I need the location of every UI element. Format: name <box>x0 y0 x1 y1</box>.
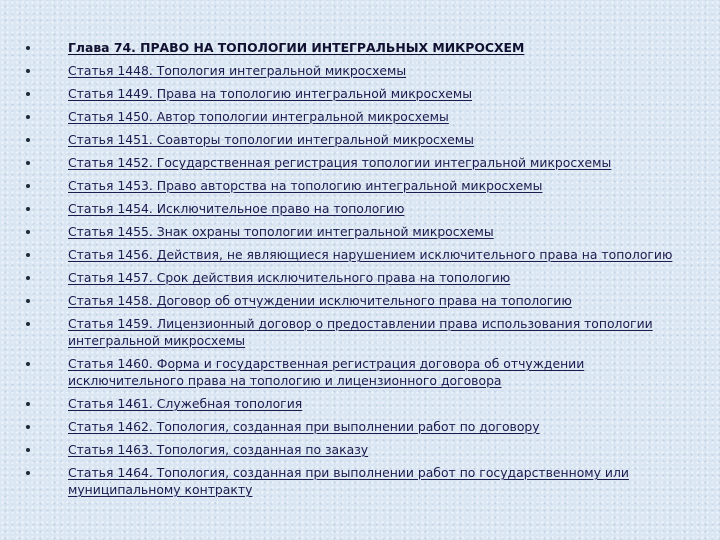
bullet-icon <box>26 299 30 303</box>
toc-item <box>26 355 686 389</box>
toc-item <box>26 223 686 240</box>
toc-item <box>26 441 686 458</box>
toc-link-article-1459[interactable]: Статья 1459. Лицензионный договор о предоставлении права использования топологии интегральной микросхемы <box>68 316 653 348</box>
toc-item <box>26 395 686 412</box>
toc-item <box>26 154 686 171</box>
toc-item <box>26 108 686 125</box>
toc-link-article-1458[interactable]: Статья 1458. Договор об отчуждении исключительного права на топологию <box>68 293 572 308</box>
toc-link-chapter-74[interactable]: Глава 74. ПРАВО НА ТОПОЛОГИИ ИНТЕГРАЛЬНЫХ МИКРОСХЕМ <box>68 40 525 55</box>
bullet-icon <box>26 115 30 119</box>
bullet-icon <box>26 69 30 73</box>
bullet-icon <box>26 207 30 211</box>
toc-item <box>26 246 686 263</box>
toc-link-article-1462[interactable]: Статья 1462. Топология, созданная при выполнении работ по договору <box>68 419 540 434</box>
toc-item <box>26 269 686 286</box>
toc-link-article-1448[interactable]: Статья 1448. Топология интегральной микросхемы <box>68 63 407 78</box>
toc-link-article-1451[interactable]: Статья 1451. Соавторы топологии интегральной микросхемы <box>68 132 474 147</box>
bullet-icon <box>26 161 30 165</box>
bullet-icon <box>26 471 30 475</box>
bullet-icon <box>26 138 30 142</box>
toc-item <box>26 85 686 102</box>
bullet-icon <box>26 448 30 452</box>
toc-link-article-1450[interactable]: Статья 1450. Автор топологии интегральной микросхемы <box>68 109 449 124</box>
bullet-icon <box>26 253 30 257</box>
toc-item <box>26 177 686 194</box>
bullet-icon <box>26 184 30 188</box>
toc-link-article-1455[interactable]: Статья 1455. Знак охраны топологии интегральной микросхемы <box>68 224 494 239</box>
bullet-icon <box>26 362 30 366</box>
toc-link-article-1457[interactable]: Статья 1457. Срок действия исключительного права на топологию <box>68 270 511 285</box>
toc-item <box>26 315 686 349</box>
bullet-icon <box>26 425 30 429</box>
toc-link-article-1463[interactable]: Статья 1463. Топология, созданная по заказу <box>68 442 369 457</box>
toc-item <box>26 418 686 435</box>
toc-link-article-1456[interactable]: Статья 1456. Действия, не являющиеся нарушением исключительного права на топологию <box>68 247 673 262</box>
bullet-icon <box>26 92 30 96</box>
toc-link-article-1460[interactable]: Статья 1460. Форма и государственная регистрация договора об отчуждении исключительного права на топологию и лицензионного договора <box>68 356 585 388</box>
toc-item <box>26 464 686 498</box>
toc-link-article-1449[interactable]: Статья 1449. Права на топологию интегральной микросхемы <box>68 86 473 101</box>
toc-link-article-1461[interactable]: Статья 1461. Служебная топология <box>68 396 303 411</box>
toc-link-article-1452[interactable]: Статья 1452. Государственная регистрация топологии интегральной микросхемы <box>68 155 612 170</box>
bullet-icon <box>26 46 30 50</box>
bullet-icon <box>26 322 30 326</box>
bullet-icon <box>26 230 30 234</box>
toc-item <box>26 131 686 148</box>
toc-link-article-1464[interactable]: Статья 1464. Топология, созданная при выполнении работ по государственному или муниципальному контракту <box>68 465 629 497</box>
bullet-icon <box>26 276 30 280</box>
toc-item <box>26 62 686 79</box>
toc-chapter-heading <box>26 39 686 56</box>
toc-link-article-1453[interactable]: Статья 1453. Право авторства на топологию интегральной микросхемы <box>68 178 543 193</box>
table-of-contents <box>26 39 686 504</box>
toc-item <box>26 200 686 217</box>
toc-link-article-1454[interactable]: Статья 1454. Исключительное право на топологию <box>68 201 405 216</box>
toc-item <box>26 292 686 309</box>
bullet-icon <box>26 402 30 406</box>
